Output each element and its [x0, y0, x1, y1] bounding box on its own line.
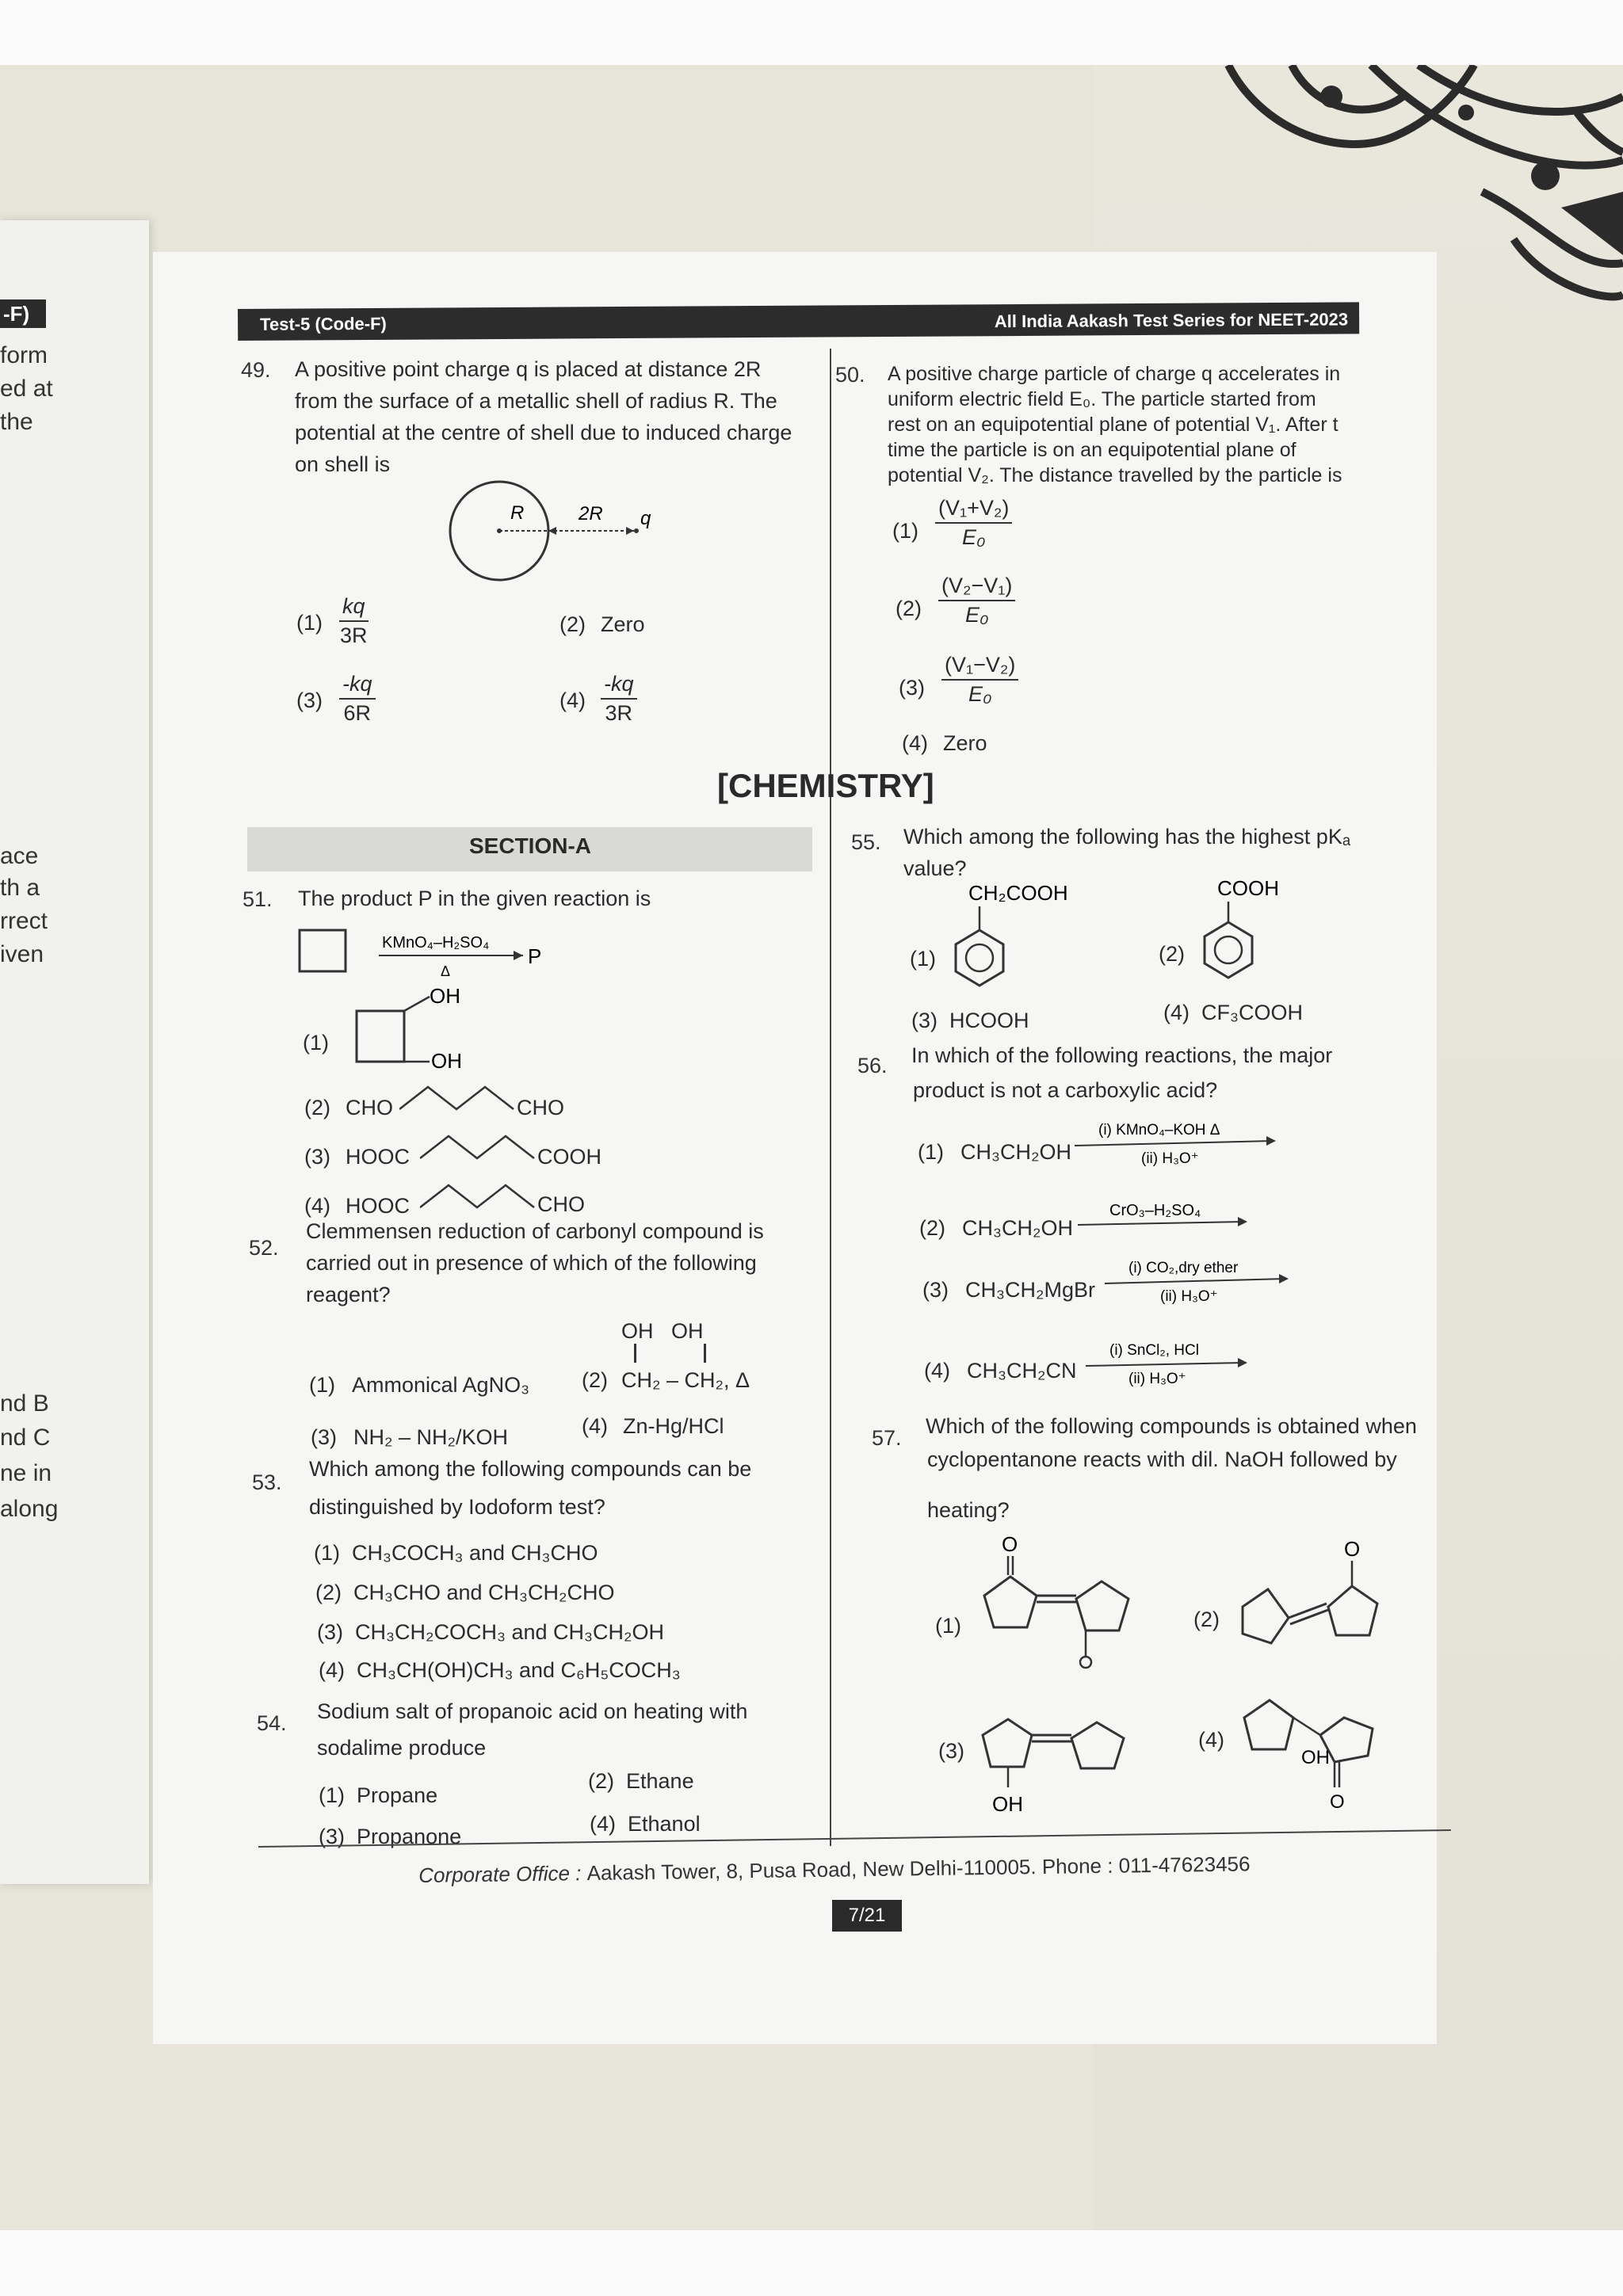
question-text: A positive point charge q is placed at distance 2R	[295, 357, 762, 381]
previous-page	[0, 220, 149, 1884]
phenylacetic-acid-structure	[943, 876, 1086, 995]
bond-line	[704, 1344, 706, 1363]
option-fraction: $\frac{-kq}{6R}$	[339, 672, 376, 726]
hydroxyl-label: OH	[431, 1049, 462, 1073]
question-text: Sodium salt of propanoic acid on heating with	[317, 1699, 748, 1723]
option-text: (4) CH₃CH(OH)CH₃ and C₆H₅COCH₃	[319, 1658, 681, 1682]
reaction-arrow	[1105, 1255, 1295, 1310]
option-number: (2)	[1193, 1608, 1220, 1631]
carbonyl-label: O	[1002, 1532, 1018, 1556]
option-text: (3) CH₃CH₂COCH₃ and CH₃CH₂OH	[317, 1620, 664, 1644]
previous-page-text: form	[0, 342, 48, 368]
question-text: uniform electric field E₀. The particle started from	[888, 388, 1316, 410]
hydroxyl-label: OH	[1301, 1747, 1330, 1768]
question-number: 49.	[241, 358, 271, 382]
question-text: Which among the following compounds can be	[309, 1457, 752, 1481]
option-text: (1) CH₃COCH₃ and CH₃CHO	[314, 1541, 598, 1565]
previous-page-tag: -F)	[0, 299, 46, 328]
option-text: Zero	[943, 731, 987, 755]
aldol-product-structure	[967, 1529, 1149, 1688]
question-number: 53.	[252, 1470, 282, 1494]
option-number: (1)	[309, 1373, 335, 1397]
option-number: (3)	[938, 1739, 964, 1763]
question-text: In which of the following reactions, the major	[911, 1043, 1333, 1067]
previous-page-text: rrect	[0, 908, 48, 934]
option-fraction: $\frac{kq}{3R}$	[340, 594, 368, 647]
chain-end: HOOC	[346, 1145, 410, 1169]
subject-heading: [CHEMISTRY]	[717, 767, 934, 804]
chain-end: HOOC	[346, 1194, 410, 1218]
substituent-label: CH₂COOH	[968, 881, 1068, 905]
charge-label: q	[640, 508, 651, 529]
question-text: sodalime produce	[317, 1736, 487, 1760]
option-number: (4)	[902, 731, 928, 755]
cyclobutane-diol-structure	[341, 986, 499, 1081]
reagent-below: (ii) H₃O⁺	[1128, 1371, 1186, 1387]
question-text: The product P in the given reaction is	[298, 887, 651, 910]
option-text: (3) Propanone	[319, 1825, 462, 1848]
zigzag-chain	[399, 1077, 518, 1117]
question-text: on shell is	[295, 452, 391, 476]
carbonyl-label: O	[1344, 1537, 1361, 1561]
option-fraction: $\frac{-kq}{3R}$	[601, 672, 637, 726]
distance-label: 2R	[579, 503, 603, 524]
option-text: (1) Propane	[319, 1783, 438, 1807]
option-text: (3) HCOOH	[911, 1009, 1029, 1032]
option-number: (1)	[910, 947, 936, 971]
reactant: CH₃CH₂MgBr	[965, 1278, 1095, 1302]
option-number: (1)	[918, 1140, 944, 1164]
option-number: (4)	[559, 688, 586, 712]
option-text: (2) Ethane	[588, 1769, 694, 1793]
previous-page-text: ne in	[0, 1460, 52, 1486]
option-text: (4) CF₃COOH	[1163, 1001, 1304, 1024]
reactant: CH₃CH₂OH	[962, 1216, 1073, 1240]
option-text: Zn-Hg/HCl	[623, 1414, 724, 1438]
option-text: NH₂ – NH₂/KOH	[353, 1425, 508, 1449]
reagent-below: (ii) H₃O⁺	[1160, 1288, 1218, 1305]
header-series: All India Aakash Test Series for NEET-2023	[994, 309, 1349, 332]
reagent-above: (i) CO₂,dry ether	[1128, 1260, 1239, 1276]
question-number: 51.	[242, 887, 273, 911]
product-label: P	[528, 944, 542, 968]
isomer-structure	[1233, 1535, 1407, 1670]
hydroxyl-label: OH	[430, 986, 460, 1008]
question-text: reagent?	[306, 1283, 391, 1306]
question-text: cyclopentanone reacts with dil. NaOH followed by	[927, 1447, 1397, 1471]
previous-page-text: along	[0, 1496, 59, 1522]
option-number: (4)	[1198, 1728, 1224, 1752]
reactant: CH₃CH₂OH	[960, 1140, 1071, 1164]
option-number: (4)	[924, 1359, 950, 1383]
option-text: CH₂ – CH₂, Δ	[621, 1368, 750, 1392]
option-number: (1)	[296, 611, 323, 635]
option-fraction: $\frac{\text{(V₂−V₁)}}{\text{E₀}}$	[938, 574, 1015, 627]
question-number: 50.	[835, 363, 865, 387]
question-number: 56.	[857, 1054, 888, 1077]
question-text: potential at the centre of shell due to induced charge	[295, 421, 792, 444]
option-number: (2)	[304, 1096, 330, 1119]
previous-page-text: th a	[0, 875, 40, 901]
reaction-scheme	[293, 919, 563, 982]
reagent-above: CrO₃–H₂SO₄	[1109, 1202, 1201, 1219]
question-number: 57.	[872, 1426, 902, 1450]
option-number: (3)	[922, 1278, 949, 1302]
question-text: time the particle is on an equipotential plane of	[888, 439, 1296, 461]
option-number: (3)	[304, 1145, 330, 1169]
option-fraction: $\frac{\text{(V₁−V₂)}}{\text{E₀}}$	[941, 653, 1018, 707]
question-text: value?	[903, 856, 967, 880]
option-number: (3)	[899, 676, 925, 700]
previous-page-text: iven	[0, 941, 44, 967]
option-fraction: $\frac{\text{(V₁+V₂)}}{\text{E₀}}$	[935, 496, 1012, 550]
question-text: rest on an equipotential plane of potential V₁. After t	[888, 414, 1338, 436]
reaction-arrow	[1086, 1334, 1260, 1390]
option-number: (2)	[896, 597, 922, 620]
chain-end: CHO	[517, 1096, 564, 1119]
header-code: Test-5 (Code-F)	[260, 313, 387, 334]
reagent-above: (i) KMnO₄–KOH Δ	[1098, 1122, 1220, 1138]
option-number: (1)	[935, 1614, 961, 1638]
option-number: (3)	[296, 688, 323, 712]
question-text: Which among the following has the highest pKₐ	[903, 825, 1350, 849]
question-text: potential V₂. The distance travelled by the particle is	[888, 464, 1342, 486]
heat-label: Δ	[441, 963, 451, 979]
chain-end: CHO	[537, 1192, 585, 1216]
chain-end: COOH	[537, 1145, 601, 1169]
question-number: 54.	[257, 1711, 287, 1735]
option-text: (2) CH₃CHO and CH₃CH₂CHO	[315, 1581, 615, 1604]
option-number: (1)	[892, 519, 918, 543]
benzoic-acid-structure	[1189, 871, 1300, 990]
reagent-above: (i) SnCl₂, HCl	[1109, 1342, 1199, 1359]
substituent-label: COOH	[1217, 876, 1279, 900]
question-text: carried out in presence of which of the following	[306, 1251, 757, 1275]
question-text: product is not a carboxylic acid?	[913, 1078, 1218, 1102]
question-text: A positive charge particle of charge q accelerates in	[888, 363, 1341, 385]
carbonyl-label: O	[1330, 1791, 1345, 1811]
previous-page-text: nd B	[0, 1390, 49, 1417]
shell-charge-figure	[444, 475, 674, 586]
previous-page-text: nd C	[0, 1425, 51, 1451]
question-number: 55.	[851, 830, 881, 854]
bond-line	[634, 1344, 636, 1363]
question-text: distinguished by Iodoform test?	[309, 1495, 605, 1519]
zigzag-chain	[420, 1176, 539, 1215]
option-number: (2)	[582, 1368, 608, 1392]
reagent-below: (ii) H₃O⁺	[1141, 1150, 1199, 1167]
option-number: (4)	[582, 1414, 608, 1438]
zigzag-chain	[420, 1127, 539, 1166]
footer-address: Corporate Office : Aakash Tower, 8, Pusa Road, New Delhi-110005. Phone : 011-47623456	[418, 1852, 1251, 1887]
option-number: (3)	[311, 1425, 337, 1449]
option-number: (2)	[919, 1216, 945, 1240]
option-text: Zero	[601, 612, 645, 636]
option-number: (4)	[304, 1194, 330, 1218]
option-number: (2)	[1159, 942, 1185, 966]
question-number: 52.	[249, 1236, 279, 1260]
question-text: Clemmensen reduction of carbonyl compound is	[306, 1219, 764, 1243]
previous-page-text: ed at	[0, 376, 53, 402]
hydroxyl-label: OH	[992, 1792, 1023, 1816]
diol-hydroxyls: OH OH	[621, 1319, 704, 1343]
top-border	[0, 0, 1623, 65]
chain-end: CHO	[346, 1096, 393, 1119]
question-text: from the surface of a metallic shell of radius R. The	[295, 389, 777, 413]
radius-label: R	[510, 502, 525, 524]
bottom-border	[0, 2230, 1623, 2296]
section-title: SECTION-A	[469, 833, 591, 858]
reagent-label: KMnO₄–H₂SO₄	[382, 934, 490, 952]
reactant: CH₃CH₂CN	[967, 1359, 1077, 1383]
reaction-arrow	[1078, 1196, 1252, 1236]
reaction-arrow	[1075, 1117, 1281, 1173]
question-text: Which of the following compounds is obtained when	[926, 1414, 1417, 1438]
option-number: (2)	[559, 612, 586, 636]
page-number: 7/21	[832, 1900, 902, 1932]
column-divider	[830, 349, 831, 1846]
option-text: (4) Ethanol	[590, 1812, 701, 1836]
alcohol-structure	[968, 1688, 1151, 1822]
option-text: Ammonical AgNO₃	[352, 1373, 530, 1397]
previous-page-text: ace	[0, 843, 39, 869]
previous-page-text: the	[0, 409, 33, 435]
question-text: heating?	[927, 1498, 1010, 1522]
option-number: (1)	[303, 1031, 329, 1055]
hydroxy-ketone-structure	[1233, 1676, 1407, 1811]
